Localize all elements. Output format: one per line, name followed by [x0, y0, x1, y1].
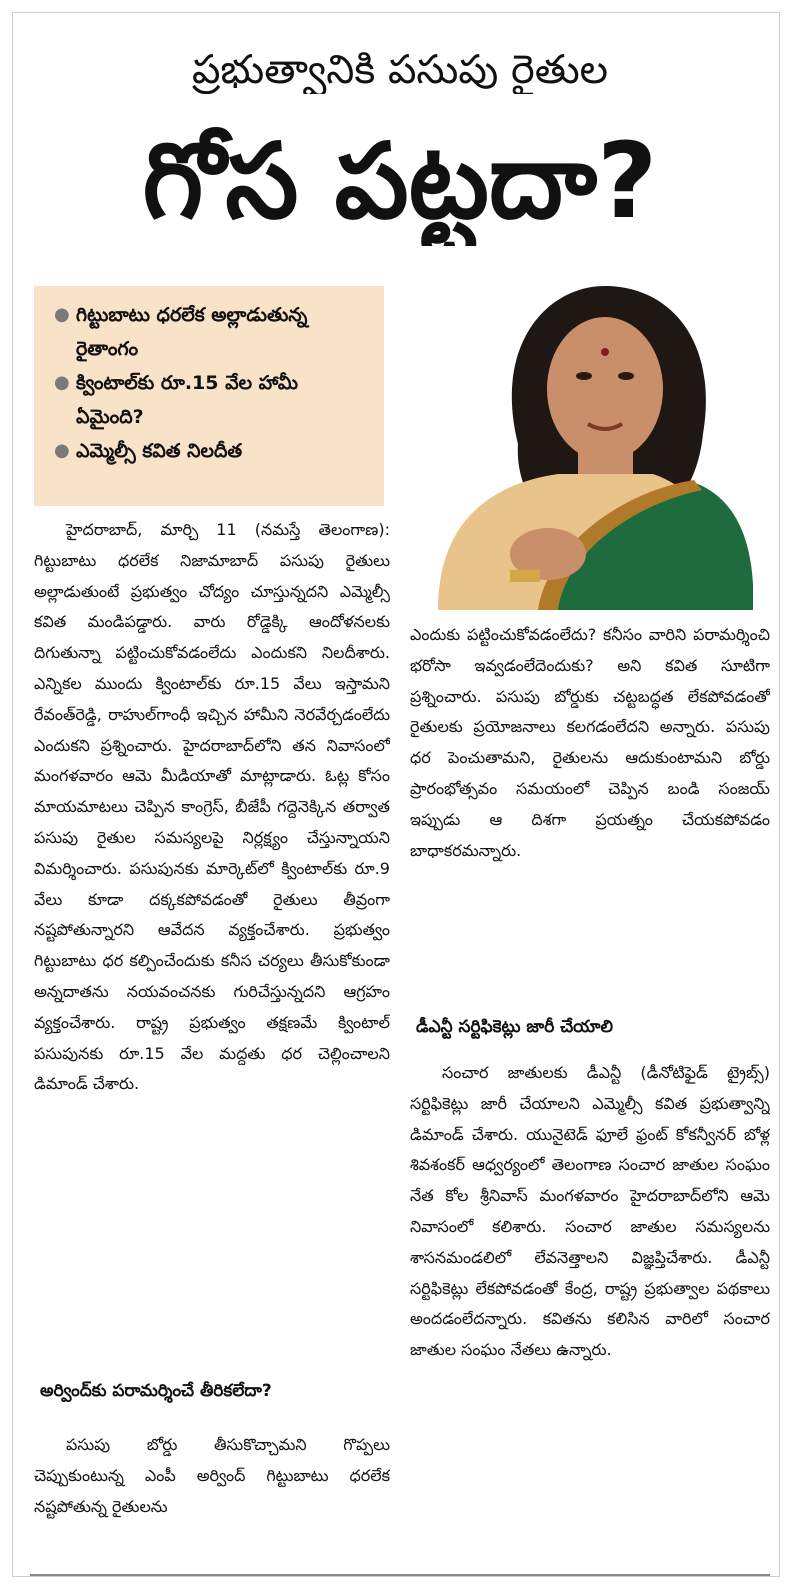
article-body-left-2	[34, 1430, 390, 1570]
highlight-text: గిట్టుబాటు ధరలేక అల్లాడుతున్న రైతాంగం	[76, 304, 308, 360]
paragraph: ఎందుకు పట్టించుకోవడంలేదు? కనీసం వారిని పరామర్శించి భరోసా ఇవ్వడంలేదెందుకు? అని కవిత సూటిగా ప్రశ్నించారు. పసుపు బోర్డుకు చట్టబద్ధత లేకపోవడంతో రైతులకు ప్రయోజనాలు కలగడంలేదని అన్నారు. పసుపు ధర పెంచుతామని, రైతులను ఆదుకుంటామని బోర్డు ప్రారంభోత్సవం సమయంలో చెప్పిన బండి సంజయ్‌ ఇప్పుడు ఆ దిశగా ప్రయత్నం చేయకపోవడం బాధాకరమన్నారు.	[410, 625, 770, 860]
paragraph: హైదరాబాద్‌, మార్చి 11 (నమస్తే తెలంగాణ): గిట్టుబాటు ధరలేక నిజామాబాద్‌ పసుపు రైతులు అల్లాడుతుంటే ప్రభుత్వం చోద్యం చూస్తున్నదని ఎమ్మెల్సీ కవిత మండిపడ్డారు. వారు రోడ్డెక్కి ఆందోళనలకు దిగుతున్నా పట్టించుకోవడంలేదు ఎందుకని నిలదీశారు. ఎన్నికల ముందు క్వింటాల్‌కు రూ.15 వేలు ఇస్తామని రేవంత్‌రెడ్డి, రాహుల్‌గాంధీ ఇచ్చిన హామీని నెరవేర్చడంలేదు ఎందుకని ప్రశ్నించారు. హైదరాబాద్‌లోని తన నివాసంలో మంగళవారం ఆమె మీడియాతో మాట్లాడారు. ఓట్ల కోసం మాయమాటలు చెప్పిన కాంగ్రెస్‌, బీజేపీ గద్దెనెక్కిన తర్వాత పసుపు రైతుల సమస్యలపై నిర్లక్ష్యం చేస్తున్నాయని విమర్శించారు. పసుపునకు మార్కెట్‌లో క్వింటాల్‌కు రూ.9 వేలు కూడా దక్కకపోవడంతో రైతులు తీవ్రంగా నష్టపోతున్నారని ఆవేదన వ్యక్తంచేశారు. ప్రభుత్వం గిట్టుబాటు ధర కల్పించేందుకు కనీస చర్యలు తీసుకోకుండా అన్నదాతను నయవంచనకు గురిచేస్తున్నదని ఆగ్రహం వ్యక్తంచేశారు. రాష్ట్ర ప్రభుత్వం తక్షణమే క్వింటాల్‌ పసుపునకు రూ.15 వేల మద్దతు ధర చెల్లించాలని డిమాండ్‌ చేశారు.	[34, 520, 390, 1094]
highlights-box	[34, 286, 384, 506]
eye-left	[576, 372, 592, 380]
paragraph: సంచార జాతులకు డీఎన్టీ (డీనోటిఫైడ్‌ ట్రైబ్స్‌) సర్టిఫికెట్లు జారీ చేయాలని ఎమ్మెల్సీ కవిత ప్రభుత్వాన్ని డిమాండ్‌ చేశారు. యునైటెడ్‌ ఫూలే ఫ్రంట్‌ కోకన్వీనర్‌ బోళ్ల శివశంకర్‌ ఆధ్వర్యంలో తెలంగాణ సంచార జాతుల సంఘం నేత కోల శ్రీనివాస్‌ మంగళవారం హైదరాబాద్‌లోని ఆమె నివాసంలో కలిశారు. సంచార జాతుల సమస్యలను శాసనమండలిలో లేవనెత్తాలని విజ్ఞప్తిచేశారు. డీఎన్టీ సర్టిఫికెట్లు లేకపోవడంతో కేంద్ర, రాష్ట్ర ప్రభుత్వాల పథకాలు అందడంలేదన్నారు. కవితను కలిసిన వారిలో సంచార జాతుల సంఘం నేతలు ఉన్నారు.	[410, 1063, 770, 1360]
bullet-icon: ●	[54, 304, 70, 325]
article-body-left	[34, 515, 390, 1355]
paragraph: పసుపు బోర్డు తీసుకొచ్చామని గొప్పలు చెప్పుకుంటున్న ఎంపీ అర్వింద్‌ గిట్టుబాటు ధరలేక నష్టపోతున్న రైతులను	[34, 1435, 390, 1516]
headline-line-1: ప్రభుత్వానికి పసుపు రైతుల	[191, 47, 609, 93]
bullet-icon: ●	[54, 372, 70, 393]
subhead-right: డీఎన్టీ సర్టిఫికెట్లు జారీ చేయాలి	[416, 1017, 613, 1037]
highlight-item	[54, 434, 372, 468]
subhead-left: అర్వింద్‌కు పరామర్శించే తీరికలేదా?	[40, 1381, 272, 1401]
bullet-icon: ●	[54, 440, 70, 461]
highlight-item	[54, 298, 372, 366]
bottom-rule	[30, 1574, 770, 1576]
bindi-shape	[601, 348, 609, 356]
highlight-text: ఎమ్మెల్సీ కవిత నిలదీత	[76, 440, 243, 462]
headline-line-2: గోస పట్టదా?	[142, 120, 658, 242]
kavitha-photo	[398, 284, 753, 610]
highlight-item	[54, 366, 372, 434]
face-shape	[547, 317, 663, 461]
bangles-shape	[510, 570, 540, 582]
eye-right	[618, 372, 634, 380]
portrait-illustration	[398, 284, 753, 610]
article-body-right-2	[410, 1058, 770, 1558]
highlight-text: క్వింటాల్‌కు రూ.15 వేల హామీ ఏమైంది?	[76, 372, 299, 428]
article-body-right	[410, 620, 770, 1000]
